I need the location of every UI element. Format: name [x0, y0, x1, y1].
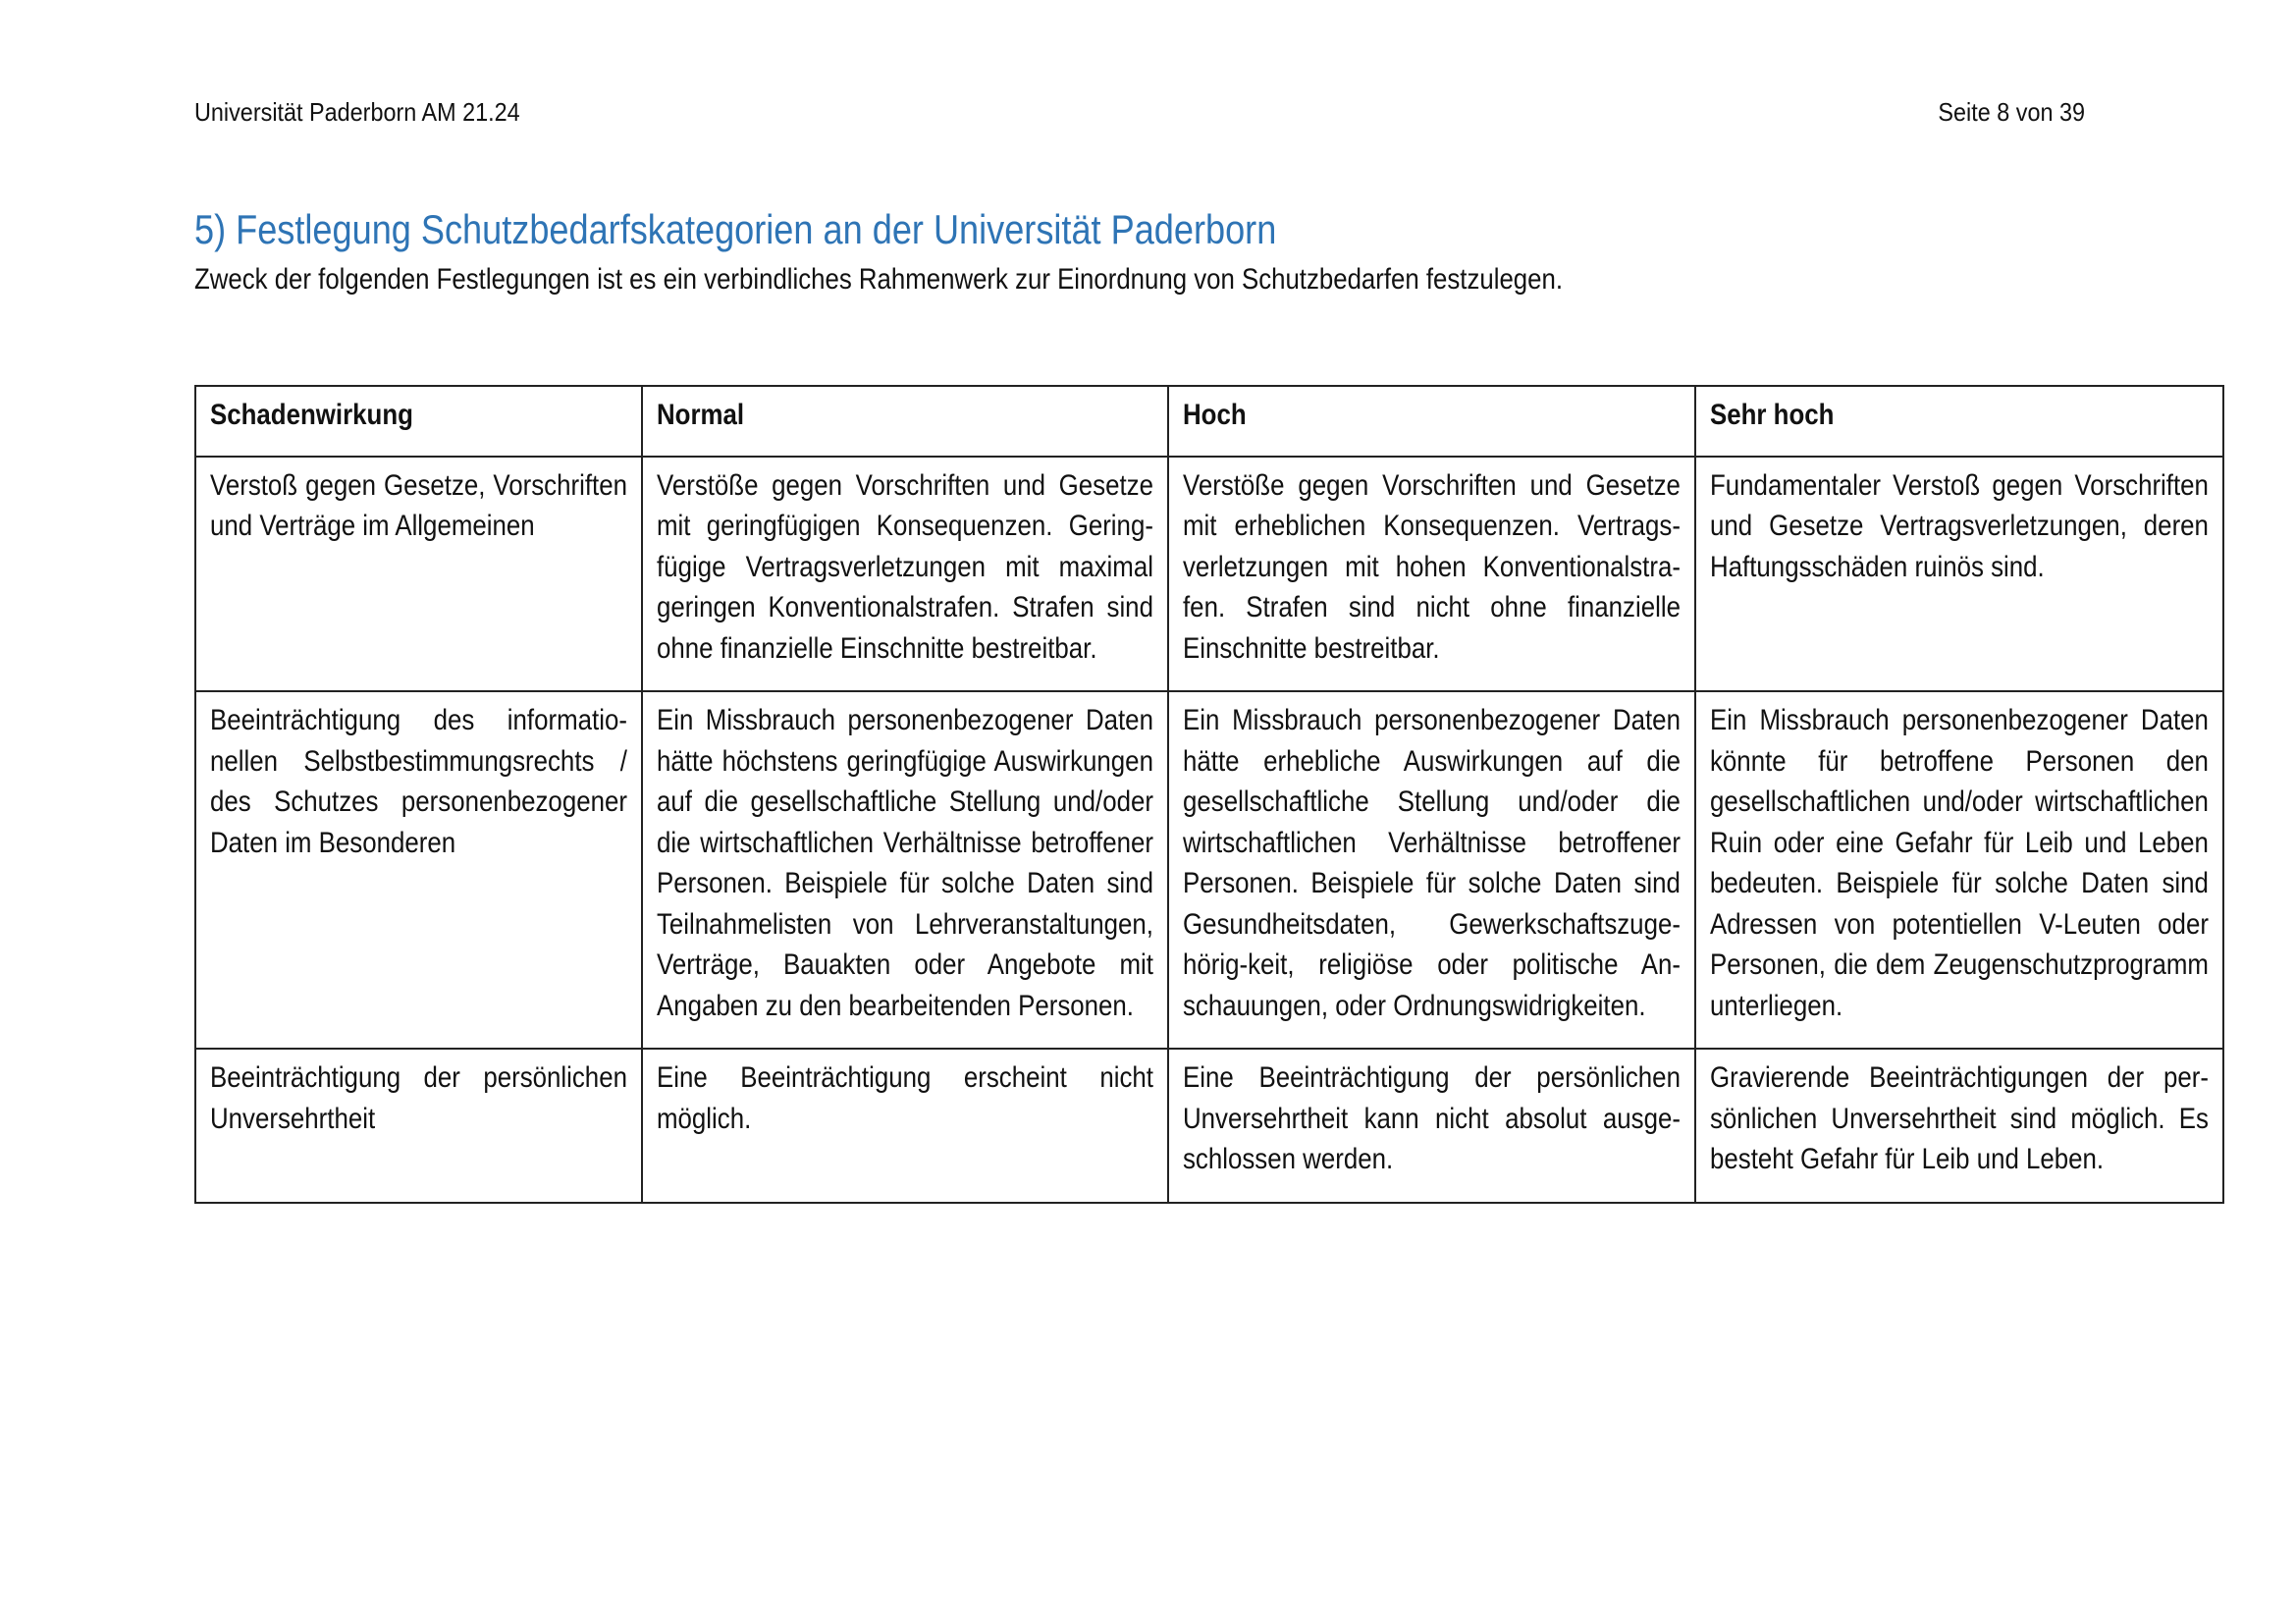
- cell-sehr-hoch: Fundamentaler Verstoß gegen Vorschriften und Gesetze Vertragsverletzungen, deren Haftungsschäden ruinös sind.: [1695, 457, 2223, 692]
- cell-hoch: Ein Missbrauch personenbezogener Daten hätte erhebliche Auswirkungen auf die gesellschaftliche Stellung und/oder die wirtschaftlichen Verhältnisse betroffener Personen. Beispiele für solche Daten sind Gesundheitsdaten, Gewerkschaftszugehörig-keit, religiöse oder politische Anschauungen, oder Ordnungswidrigkeiten.: [1168, 691, 1695, 1049]
- column-header-sehr-hoch: Sehr hoch: [1695, 386, 2223, 457]
- page-header: [194, 96, 2085, 128]
- cell-normal: Verstöße gegen Vorschriften und Gesetze mit geringfügigen Konsequenzen. Geringfügige Vertragsverletzungen mit maximal geringen Konventionalstrafen. Strafen sind ohne finanzielle Einschnitte bestreitbar.: [642, 457, 1168, 692]
- cell-schadenwirkung: Beeinträchtigung der persönlichen Unversehrtheit: [195, 1049, 642, 1203]
- intro-paragraph: Zweck der folgenden Festlegungen ist es ein verbindliches Rahmenwerk zur Einordnung von Schutzbedarfen festzulegen.: [194, 263, 1564, 296]
- cell-sehr-hoch: Ein Missbrauch personenbezogener Daten könnte für betroffene Personen den gesellschaftlichen und/oder wirtschaftlichen Ruin oder eine Gefahr für Leib und Leben bedeuten. Beispiele für solche Daten sind Adressen von potentiellen V-Leuten oder Personen, die dem Zeugenschutzprogramm unterliegen.: [1695, 691, 2223, 1049]
- section-title: 5) Festlegung Schutzbedarfskategorien an der Universität Paderborn: [194, 206, 1277, 252]
- page-number: Seite 8 von 39: [1938, 97, 2085, 127]
- protection-needs-table: [194, 385, 2224, 1204]
- cell-schadenwirkung: Verstoß gegen Gesetze, Vorschriften und Verträge im Allgemeinen: [195, 457, 642, 692]
- table-header-row: [195, 386, 2223, 457]
- column-header-schadenwirkung: Schadenwirkung: [195, 386, 642, 457]
- cell-normal: Eine Beeinträchtigung erscheint nicht möglich.: [642, 1049, 1168, 1203]
- cell-hoch: Eine Beeinträchtigung der persönlichen Unversehrtheit kann nicht absolut ausgeschlossen werden.: [1168, 1049, 1695, 1203]
- cell-hoch: Verstöße gegen Vorschriften und Gesetze mit erheblichen Konsequenzen. Vertragsverletzungen mit hohen Konventionalstrafen. Strafen sind nicht ohne finanzielle Einschnitte bestreitbar.: [1168, 457, 1695, 692]
- table-row: [195, 457, 2223, 692]
- document-reference: Universität Paderborn AM 21.24: [194, 97, 520, 127]
- cell-sehr-hoch: Gravierende Beeinträchtigungen der persönlichen Unversehrtheit sind möglich. Es besteht Gefahr für Leib und Leben.: [1695, 1049, 2223, 1203]
- table-row: [195, 1049, 2223, 1203]
- cell-normal: Ein Missbrauch personenbezogener Daten hätte höchstens geringfügige Auswirkungen auf die gesellschaftliche Stellung und/oder die wirtschaftlichen Verhältnisse betroffener Personen. Beispiele für solche Daten sind Teilnahmelisten von Lehrveranstaltungen, Verträge, Bauakten oder Angebote mit Angaben zu den bearbeitenden Personen.: [642, 691, 1168, 1049]
- column-header-normal: Normal: [642, 386, 1168, 457]
- column-header-hoch: Hoch: [1168, 386, 1695, 457]
- table-row: [195, 691, 2223, 1049]
- cell-schadenwirkung: Beeinträchtigung des informationellen Selbstbestimmungsrechts / des Schutzes personenbezogener Daten im Besonderen: [195, 691, 642, 1049]
